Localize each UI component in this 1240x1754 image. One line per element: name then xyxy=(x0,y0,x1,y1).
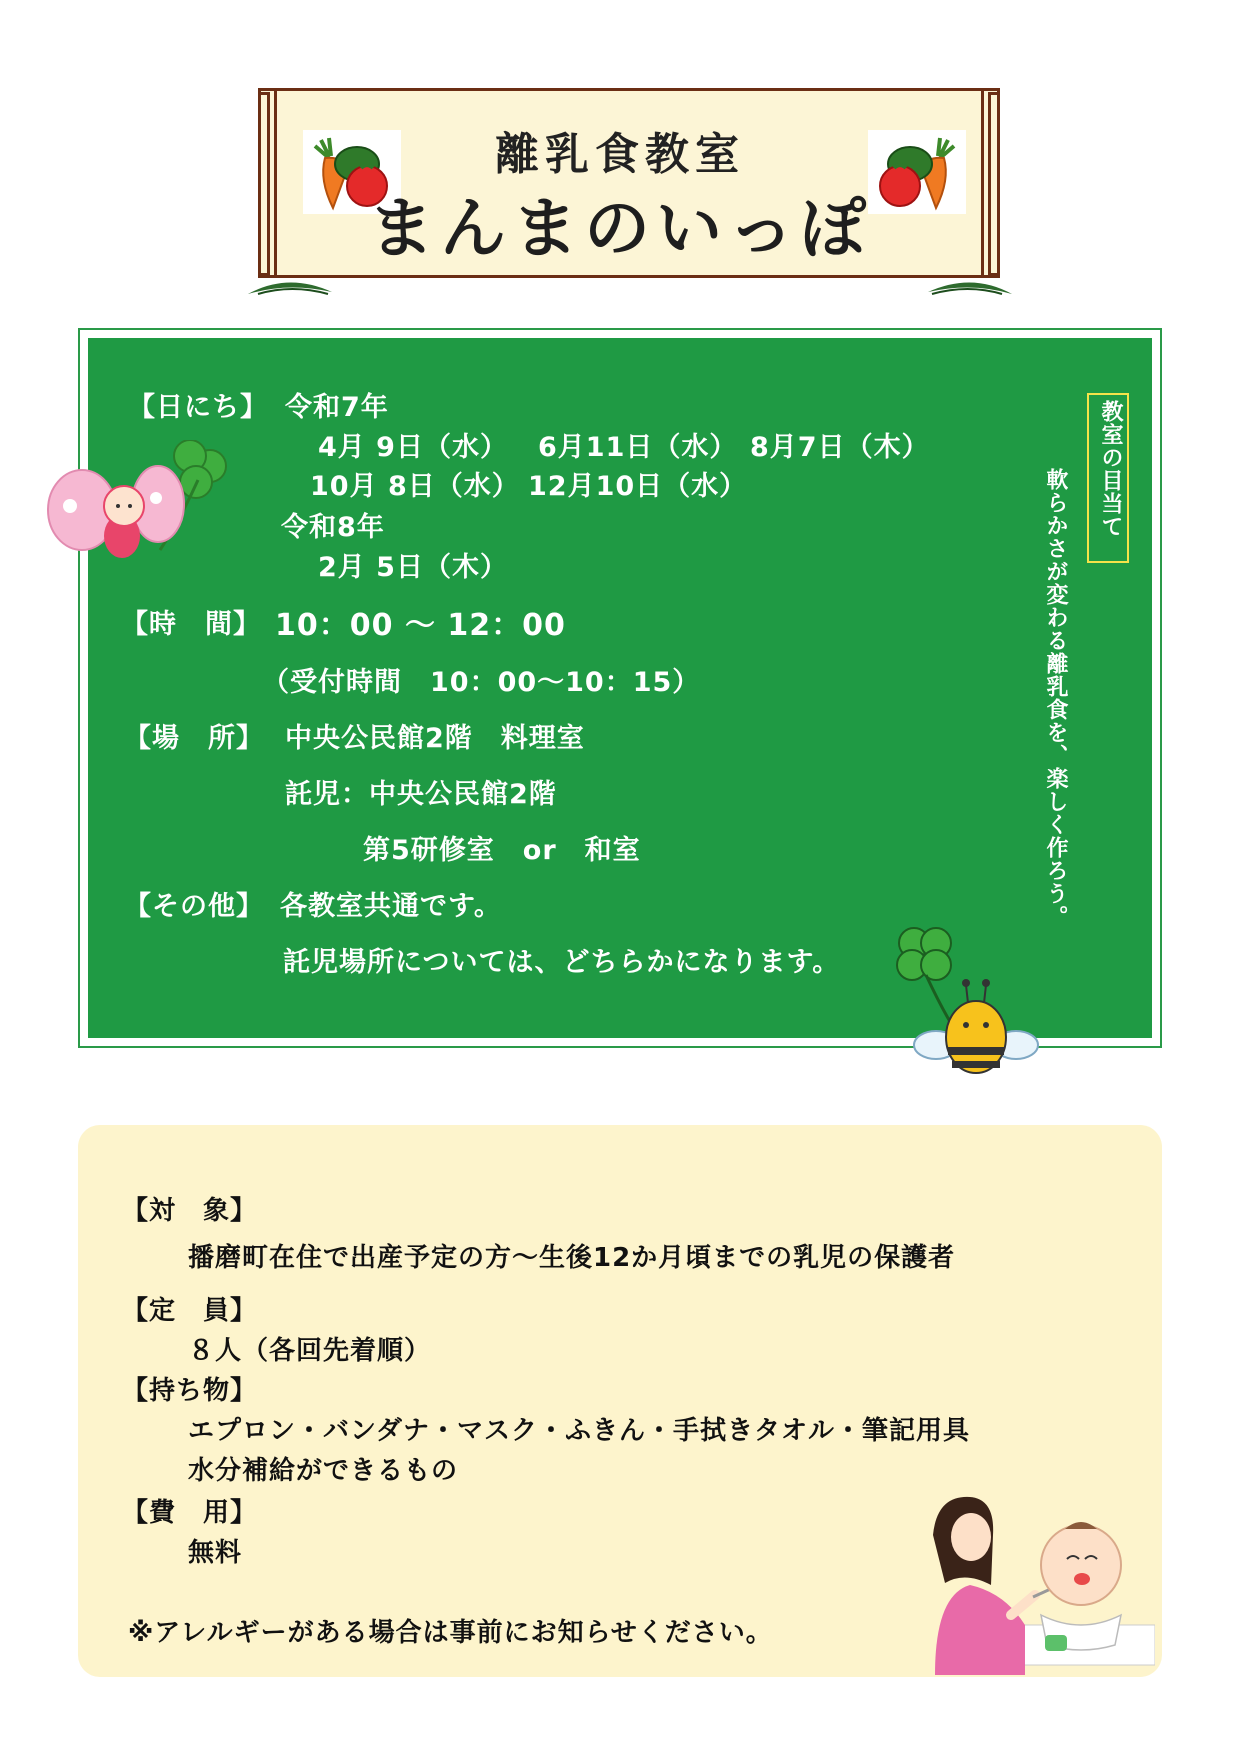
bee-icon xyxy=(910,975,1040,1095)
time-value: 10：00 ～ 12：00 xyxy=(275,608,566,643)
butterfly-icon xyxy=(40,440,230,590)
place-value: 中央公民館2階 料理室 xyxy=(285,723,585,754)
date-label: 【日にち】 xyxy=(128,392,268,423)
childcare-rooms: 第5研修室 or 和室 xyxy=(363,835,641,866)
title-subtitle: 離乳食教室 xyxy=(495,129,745,180)
capacity-value: ８人（各回先着順） xyxy=(188,1336,432,1366)
fee-value: 無料 xyxy=(188,1538,243,1568)
reception-time: （受付時間 10：00～10：15） xyxy=(262,667,701,698)
goal-text: 軟らかさが変わる離乳食を、楽しく作ろう。 xyxy=(1043,468,1068,928)
childcare-location: 託児：中央公民館2階 xyxy=(285,779,557,810)
capacity-label: 【定 員】 xyxy=(122,1296,258,1326)
year-2025: 令和7年 xyxy=(285,392,389,423)
banner-leaf-left-icon xyxy=(248,270,332,296)
time-label: 【時 間】 xyxy=(121,609,261,640)
banner-leaf-right-icon xyxy=(928,270,1012,296)
place-label: 【場 所】 xyxy=(124,723,264,754)
target-value: 播磨町在住で出産予定の方～生後12か月頃までの乳児の保護者 xyxy=(188,1243,956,1273)
fee-label: 【費 用】 xyxy=(122,1498,258,1528)
items-label: 【持ち物】 xyxy=(122,1376,258,1406)
page-title: まんまのいっぽ xyxy=(368,189,872,267)
other-note-1: 各教室共通です。 xyxy=(280,891,502,922)
target-label: 【対 象】 xyxy=(122,1196,258,1226)
items-value-1: エプロン・バンダナ・マスク・ふきん・手拭きタオル・筆記用具 xyxy=(188,1416,970,1446)
date-item: 6月11日（水） xyxy=(538,432,738,463)
date-item: 10月 8日（水） xyxy=(310,471,520,502)
mother-feeding-baby-icon xyxy=(915,1475,1155,1675)
year-2026: 令和8年 xyxy=(281,512,385,543)
date-item: 12月10日（水） xyxy=(528,471,748,502)
goal-label: 教室の目当て xyxy=(1098,400,1123,538)
other-note-2: 託児場所については、どちらかになります。 xyxy=(283,947,841,978)
date-item: 8月7日（木） xyxy=(750,432,930,463)
items-value-2: 水分補給ができるもの xyxy=(188,1456,459,1486)
other-label: 【その他】 xyxy=(124,891,264,922)
date-item: 4月 9日（水） xyxy=(318,432,508,463)
date-item: 2月 5日（木） xyxy=(318,552,508,583)
allergy-note: ※アレルギーがある場合は事前にお知らせください。 xyxy=(128,1618,773,1648)
